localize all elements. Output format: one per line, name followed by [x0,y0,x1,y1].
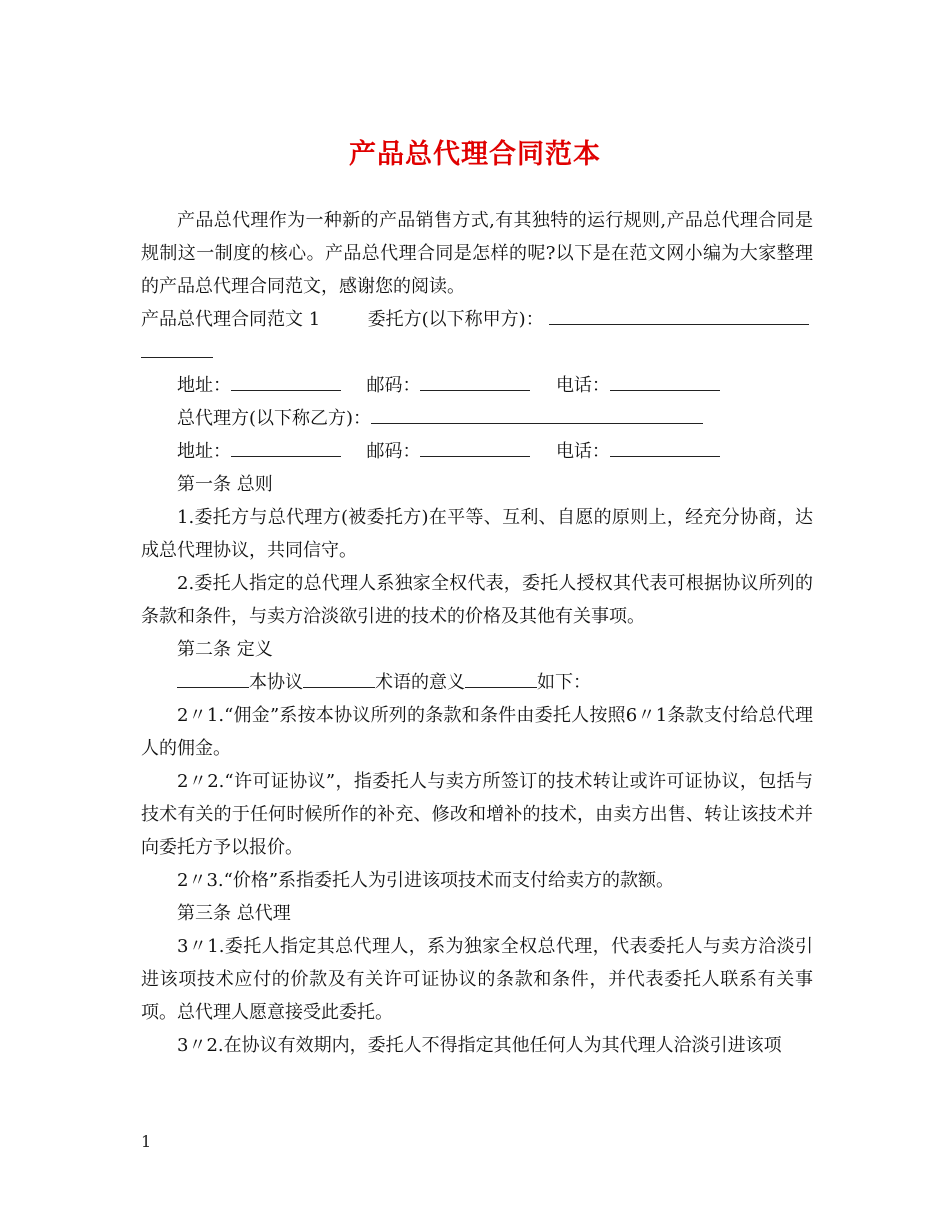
definition-intro-line [141,666,813,699]
phone-blank [610,372,720,391]
section-3-heading: 第三条 总代理 [177,903,291,924]
phone-blank [610,438,720,457]
party-a-blank [549,306,809,325]
party-a-label: 委托方(以下称甲方)： [367,309,544,330]
section-2-clause-1: 2〃1.“佣金”系按本协议所列的条款和条件由委托人按照6〃1条款支付给总代理人的佣金。 [141,705,813,759]
postcode-label: 邮码： [366,441,421,462]
party-b-line [141,402,813,435]
section-3-clause-2: 3〃2.在协议有效期内，委托人不得指定其他任何人为其代理人洽淡引进该项 [177,1035,782,1056]
address-label: 地址： [177,375,231,396]
definition-blank-3 [465,669,537,688]
party-b-label: 总代理方(以下称乙方)： [177,408,372,429]
address-blank [231,372,341,391]
section-2-clause-3: 2〃3.“价格”系指委托人为引进该项技术而支付给卖方的款额。 [177,870,675,891]
party-b-blank [371,405,703,424]
page-number: 1 [141,1132,152,1151]
section-1-heading: 第一条 总则 [177,474,273,495]
party-b-contact-line [141,435,813,468]
postcode-blank [420,372,530,391]
phone-label: 电话： [555,441,610,462]
definition-text-3: 如下： [537,672,591,693]
intro-paragraph: 产品总代理作为一种新的产品销售方式,有其独特的运行规则,产品总代理合同是规制这一制度的核心。产品总代理合同是怎样的呢?以下是在范文网小编为大家整理的产品总代理合同范文，感谢您的阅读。 [141,210,813,297]
definition-blank-1 [177,669,249,688]
address-label: 地址： [177,441,231,462]
party-a-blank-continued [141,336,813,369]
address-blank [231,438,341,457]
definition-text-2: 术语的意义 [375,672,465,693]
postcode-blank [420,438,530,457]
continuation-blank [141,339,213,358]
document-body [141,204,813,1062]
section-3-clause-1: 3〃1.委托人指定其总代理人，系为独家全权总代理，代表委托人与卖方洽淡引进该项技术应付的价款及有关许可证协议的条款和条件，并代表委托人联系有关事项。总代理人愿意接受此委托。 [141,936,813,1023]
section-2-clause-2: 2〃2.“许可证协议”，指委托人与卖方所签订的技术转让或许可证协议，包括与技术有关的于任何时候所作的补充、修改和增补的技术，由卖方出售、转让该技术并向委托方予以报价。 [141,771,813,858]
definition-text-1: 本协议 [249,672,303,693]
section-2-heading: 第二条 定义 [177,639,273,660]
sample-label: 产品总代理合同范文 1 [141,309,321,330]
section-1-clause-2: 2.委托人指定的总代理人系独家全权代表，委托人授权其代表可根据协议所列的条款和条件，与卖方洽淡欲引进的技术的价格及其他有关事项。 [141,573,813,627]
postcode-label: 邮码： [366,375,421,396]
party-a-contact-line [141,369,813,402]
phone-label: 电话： [555,375,610,396]
party-a-line [141,303,813,336]
definition-blank-2 [303,669,375,688]
document-title: 产品总代理合同范本 [349,139,601,170]
section-1-clause-1: 1.委托方与总代理方(被委托方)在平等、互利、自愿的原则上，经充分协商，达成总代理协议，共同信守。 [141,507,813,561]
